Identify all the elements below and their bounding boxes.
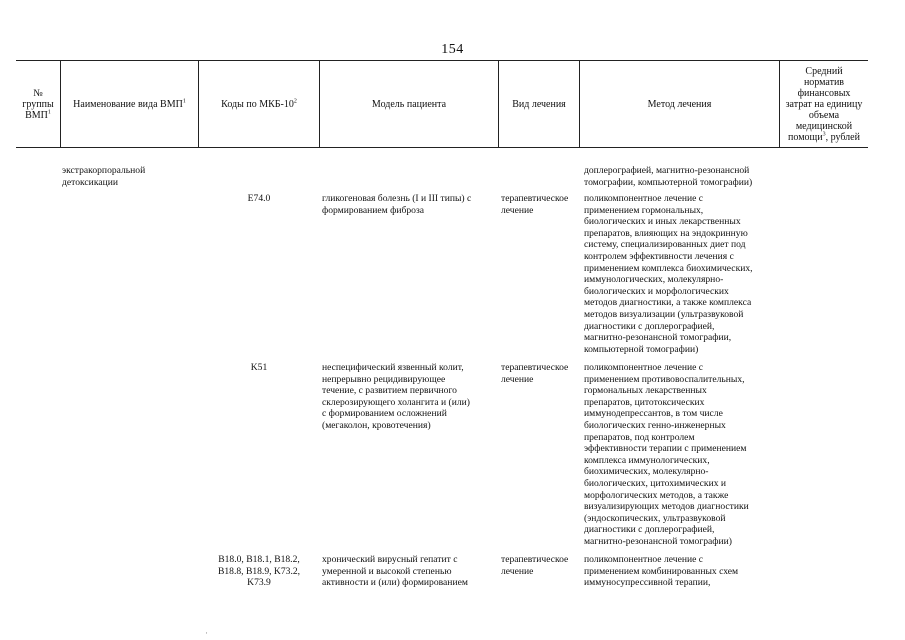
header-financial-norm-text: Средний норматив финансовых затрат на единицу объема медицинской помощи [785, 65, 863, 143]
patient-model-cell: хронический вирусный гепатит с умеренной и высокой степенью активности и (или) формированием [322, 554, 468, 589]
icd-codes-cell: B18.0, B18.1, B18.2, B18.8, B18.9, K73.2, K73.9 [217, 554, 301, 589]
header-vmp-name-text: Наименование вида ВМП [73, 98, 183, 110]
treatment-type-cell: терапевтическое лечение [501, 362, 569, 385]
icd-codes-cell: K51 [250, 362, 268, 373]
header-patient-model [320, 60, 498, 148]
treatment-method-cell: поликомпонентное лечение с применением противовоспалительных, гормональных лекарственных препаратов, цитотоксических иммунодепрессантов, в том числе биологических генно-инженерных препаратов, под контролем эффективности терапии с применением комплекса иммунологических, биохимических, молекулярно- биологических, цитохимических и морфологических методов, а также визуализирующих методов диагностики (эндоскопических, ультразвуковой диагностики с доплерографией, магнитно-резонансной томографии) [584, 362, 749, 547]
header-vmp-name [61, 60, 198, 148]
header-group-number-text: № группы ВМП [22, 87, 54, 121]
patient-model-cell: гликогеновая болезнь (I и III типы) с формированием фиброза [322, 193, 472, 216]
header-icd-codes-text: Коды по МКБ-10 [221, 98, 294, 110]
treatment-method-cell: поликомпонентное лечение с применением комбинированных схем иммуносупрессивной терапии, [584, 554, 739, 589]
treatment-method-cell: доплерографией, магнитно-резонансной томографии, компьютерной томографии) [584, 165, 753, 188]
vmp-name-cell: экстракорпоральной детоксикации [62, 165, 146, 188]
treatment-type-cell: терапевтическое лечение [501, 193, 569, 216]
footnote-marker: 3 [822, 131, 826, 138]
header-treatment-type [499, 60, 579, 148]
treatment-method-cell: поликомпонентное лечение с применением гормональных, биологических и иных лекарственных препаратов, влияющих на эндокринную систему, специализированных диет под контролем эффективности лечения с применением комплекса биохимических, иммунологических, молекулярно- биологических и морфологических методов диагностики, а также комплекса методов визуализации (ультразвуковой диагностики с доплерографией, магнитно-резонансной томографии, компьютерной томографии) [584, 193, 753, 355]
footnote-marker: 1 [47, 109, 51, 116]
patient-model-cell: неспецифический язвенный колит, непрерывно рецидивирующее течение, с развитием первичного склерозирующего холангита и (или) с формированием осложнений (мегаколон, кровотечения) [322, 362, 470, 431]
scan-speck: · [205, 628, 208, 638]
header-icd-codes [199, 60, 319, 148]
header-treatment-method-text: Метод лечения [647, 98, 712, 110]
icd-codes-cell: E74.0 [247, 193, 271, 204]
page-number: 154 [441, 42, 464, 57]
header-treatment-type-text: Вид лечения [512, 98, 566, 110]
header-financial-norm [780, 60, 868, 148]
footnote-marker: 2 [293, 98, 297, 105]
header-treatment-method [580, 60, 779, 148]
header-group-number [16, 60, 60, 148]
treatment-type-cell: терапевтическое лечение [501, 554, 569, 577]
header-patient-model-text: Модель пациента [371, 98, 447, 110]
header-financial-norm-unit: , рублей [825, 131, 860, 143]
table-header [16, 60, 868, 148]
footnote-marker: 1 [182, 98, 186, 105]
